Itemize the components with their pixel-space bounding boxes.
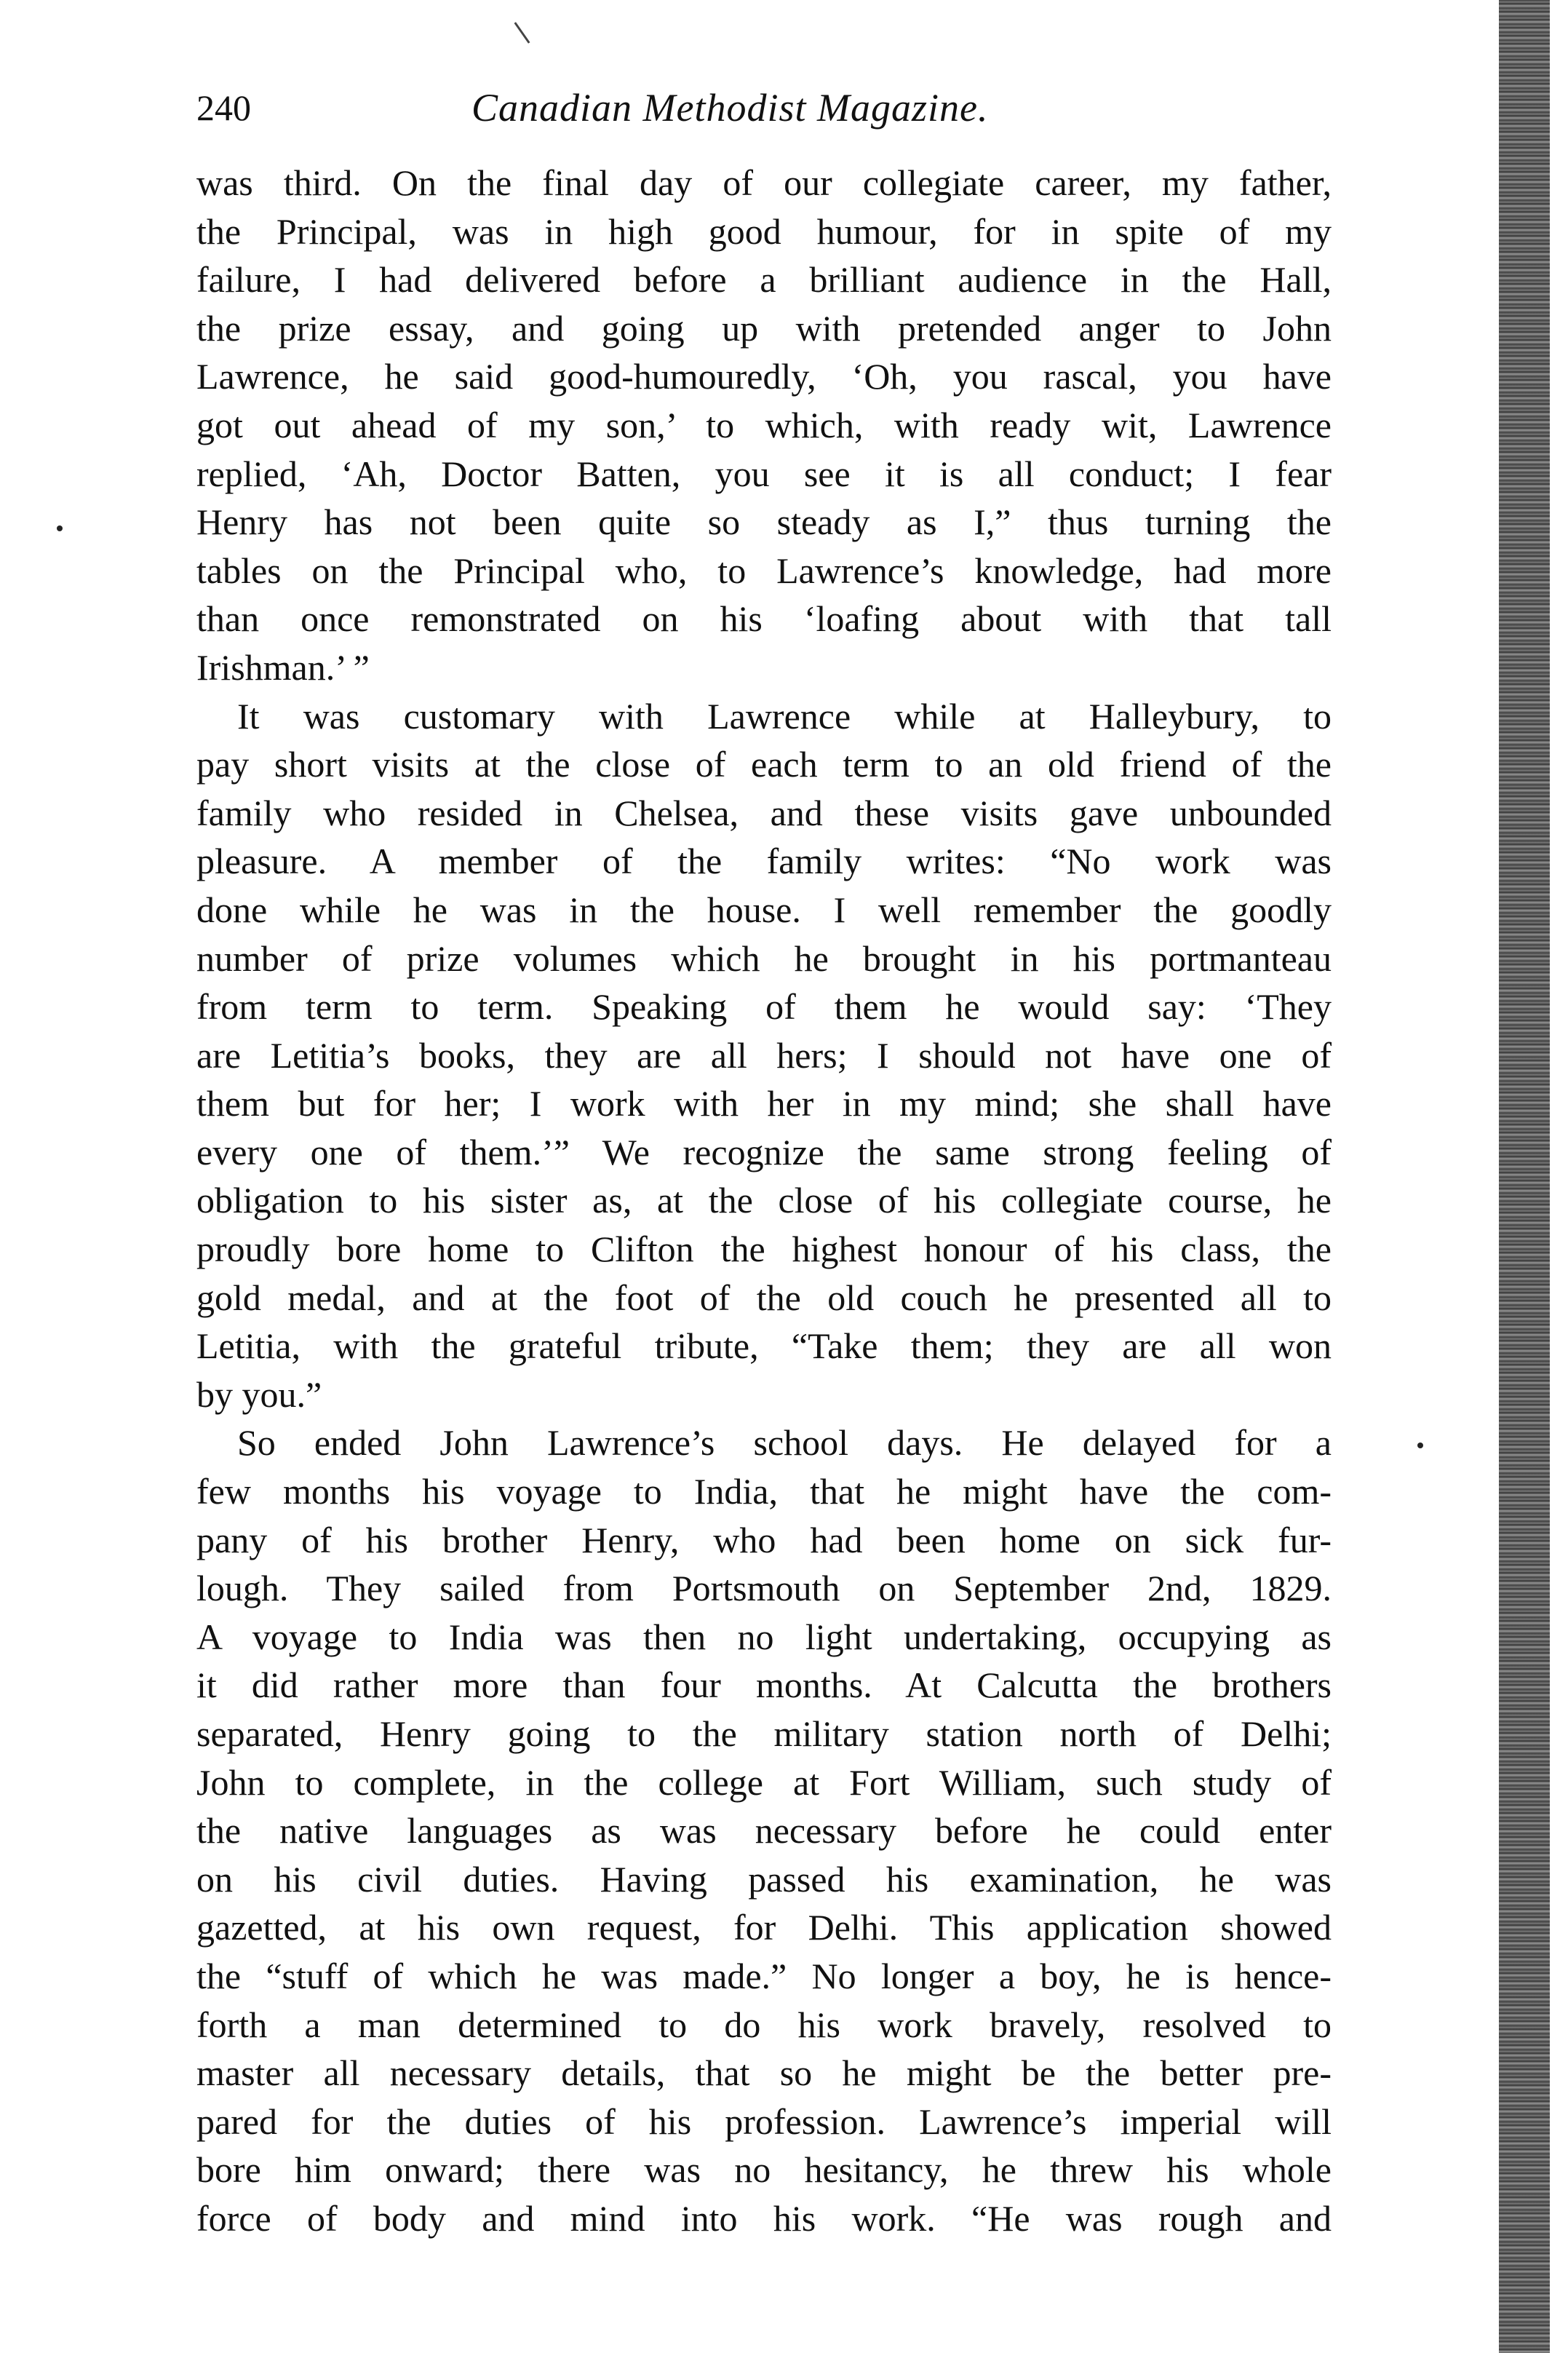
text-line: pleasure. A member of the family writes: “No work was: [196, 841, 1332, 882]
text-line: failure, I had delivered before a brilliant audience in the Hall,: [196, 259, 1332, 301]
paragraph-first-line: It was customary with Lawrence while at Halleybury, to: [237, 695, 1332, 737]
text-line: bore him onward; there was no hesitancy, he threw his whole: [196, 2149, 1332, 2191]
text-line: was third. On the final day of our collegiate career, my father,: [196, 162, 1332, 203]
text-line: Lawrence, he said good-humouredly, ‘Oh, you rascal, you have: [196, 356, 1332, 397]
text-line: from term to term. Speaking of them he would say: ‘They: [196, 986, 1332, 1028]
text-line: got out ahead of my son,’ to which, with ready wit, Lawrence: [196, 404, 1332, 445]
text-line: Irishman.’ ”: [196, 646, 370, 688]
text-line: pay short visits at the close of each term to an old friend of the: [196, 744, 1332, 785]
page-header: [196, 79, 1332, 137]
body-text: [196, 159, 1332, 2243]
text-line: are Letitia’s books, they are all hers; I should not have one of: [196, 1034, 1332, 1076]
scan-speck: [57, 525, 63, 531]
text-line: gazetted, at his own request, for Delhi. This application showed: [196, 1907, 1332, 1948]
text-line: number of prize volumes which he brought in his portmanteau: [196, 937, 1332, 979]
text-line: by you.”: [196, 1373, 322, 1415]
text-line: done while he was in the house. I well remember the goodly: [196, 889, 1332, 930]
text-line: the “stuff of which he was made.” No longer a boy, he is hence-: [196, 1955, 1332, 1996]
text-line: lough. They sailed from Portsmouth on September 2nd, 1829.: [196, 1568, 1332, 1609]
scan-mark: [514, 22, 530, 44]
text-line: it did rather more than four months. At Calcutta the brothers: [196, 1664, 1332, 1706]
text-line: Henry has not been quite so steady as I,” thus turning the: [196, 501, 1332, 543]
text-line: forth a man determined to do his work bravely, resolved to: [196, 2004, 1332, 2045]
text-line: John to complete, in the college at Fort William, such study of: [196, 1761, 1332, 1803]
text-line: the Principal, was in high good humour, for in spite of my: [196, 210, 1332, 252]
text-line: tables on the Principal who, to Lawrence’s knowledge, had more: [196, 549, 1332, 591]
text-line: Letitia, with the grateful tribute, “Take them; they are all won: [196, 1325, 1332, 1367]
text-line: separated, Henry going to the military station north of Delhi;: [196, 1713, 1332, 1754]
text-line: than once remonstrated on his ‘loafing about with that tall: [196, 598, 1332, 640]
text-line: the prize essay, and going up with pretended anger to John: [196, 307, 1332, 349]
scan-speck: [1417, 1443, 1423, 1448]
scanned-page-edge: [1499, 0, 1550, 2353]
text-line: obligation to his sister as, at the close of his collegiate course, he: [196, 1180, 1332, 1221]
page-number: 240: [196, 87, 251, 128]
paragraph-first-line: So ended John Lawrence’s school days. He delayed for a: [237, 1422, 1332, 1464]
text-line: pany of his brother Henry, who had been home on sick fur-: [196, 1519, 1332, 1560]
text-line: gold medal, and at the foot of the old couch he presented all to: [196, 1277, 1332, 1318]
running-title: Canadian Methodist Magazine.: [471, 86, 989, 130]
text-line: force of body and mind into his work. “He was rough and: [196, 2197, 1332, 2239]
text-line: proudly bore home to Clifton the highest honour of his class, the: [196, 1229, 1332, 1270]
text-line: master all necessary details, that so he might be the better pre-: [196, 2052, 1332, 2094]
text-line: replied, ‘Ah, Doctor Batten, you see it is all conduct; I fear: [196, 453, 1332, 494]
text-line: few months his voyage to India, that he might have the com-: [196, 1471, 1332, 1512]
text-line: the native languages as was necessary before he could enter: [196, 1810, 1332, 1852]
text-line: them but for her; I work with her in my mind; she shall have: [196, 1083, 1332, 1124]
text-line: every one of them.’” We recognize the same strong feeling of: [196, 1131, 1332, 1172]
text-line: family who resided in Chelsea, and these visits gave unbounded: [196, 792, 1332, 833]
text-line: on his civil duties. Having passed his examination, he was: [196, 1858, 1332, 1900]
text-line: A voyage to India was then no light undertaking, occupying as: [196, 1616, 1332, 1657]
text-line: pared for the duties of his profession. Lawrence’s imperial will: [196, 2100, 1332, 2142]
